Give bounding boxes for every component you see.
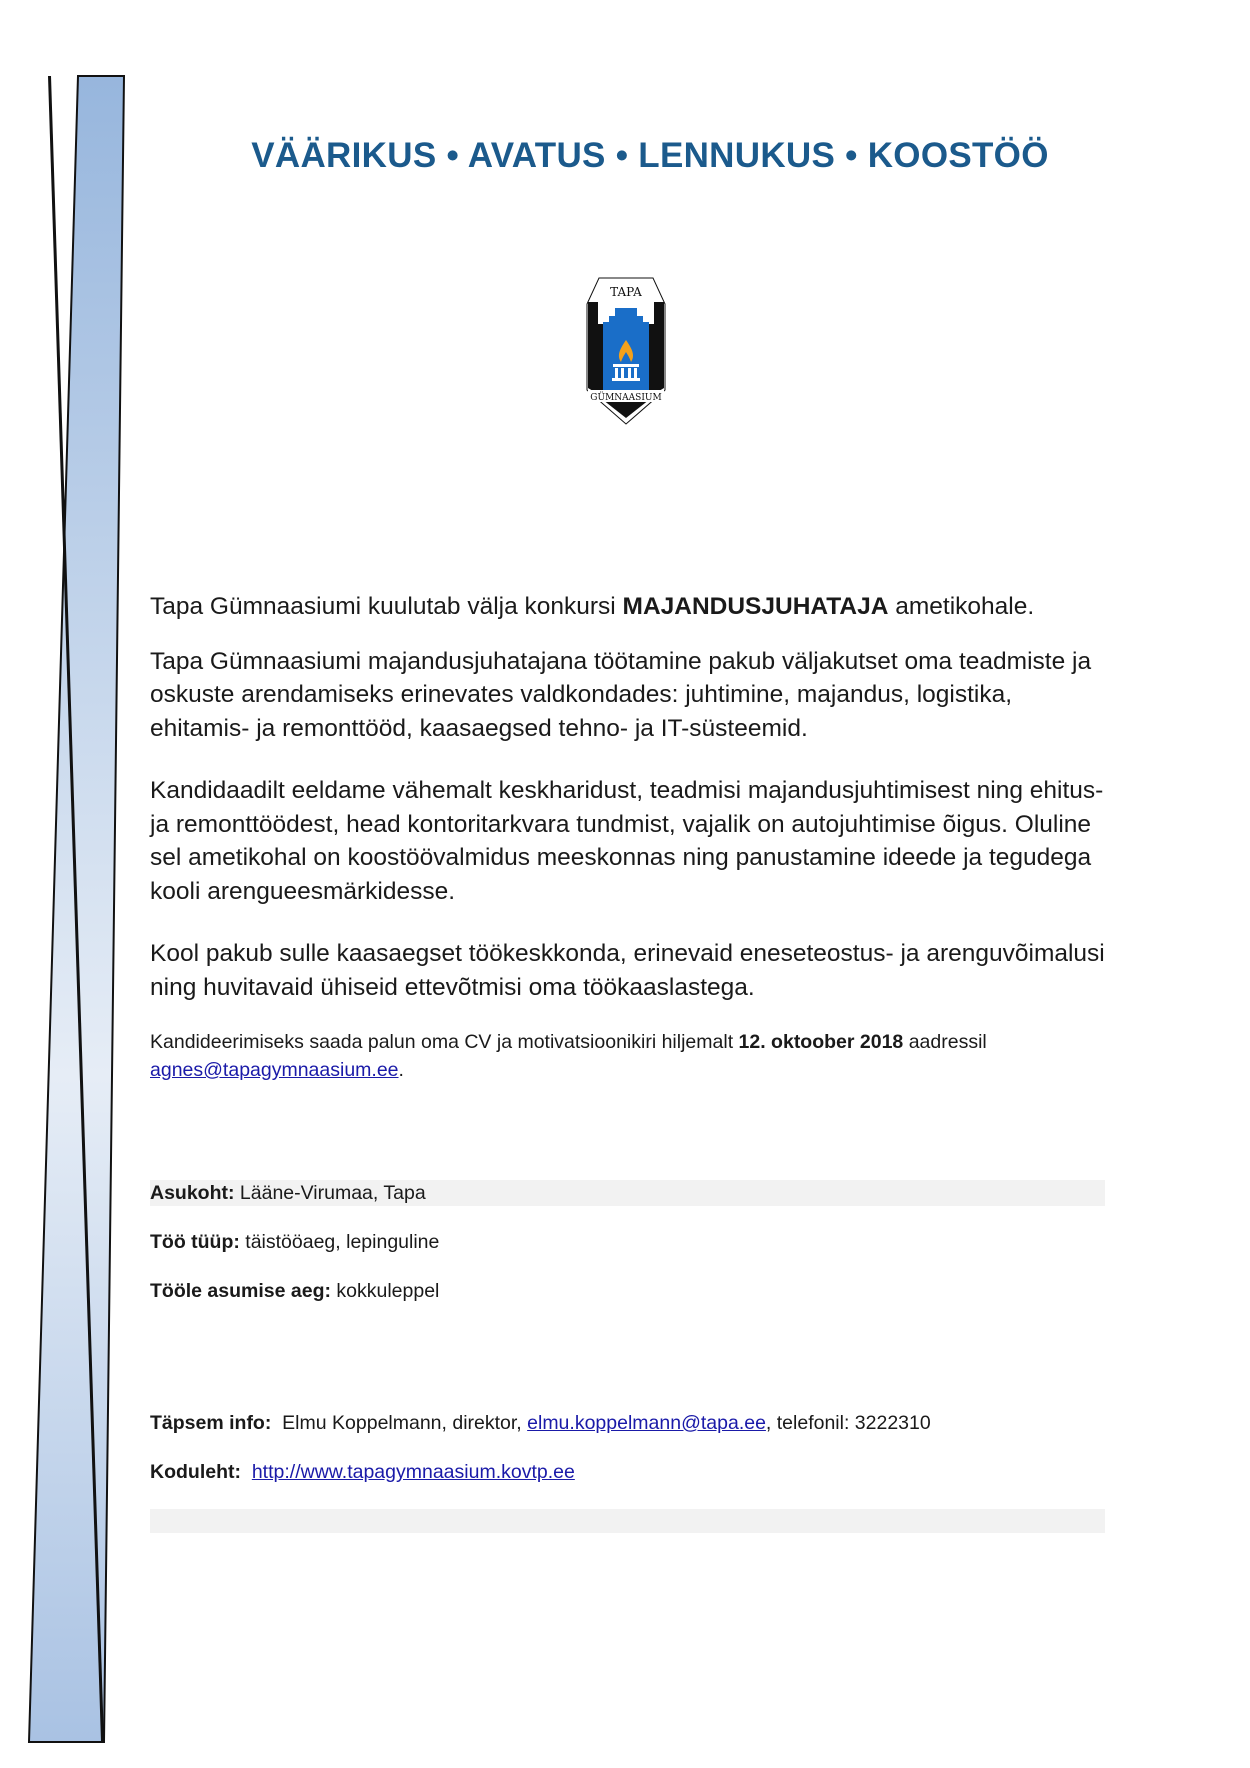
deadline: 12. oktoober 2018 bbox=[738, 1031, 904, 1053]
application-email-link[interactable]: agnes@tapagymnaasium.ee bbox=[150, 1059, 399, 1081]
job-details bbox=[150, 1180, 1105, 1327]
start-date-row: Tööle asumise aeg: kokkuleppel bbox=[150, 1280, 440, 1302]
website-link[interactable]: http://www.tapagymnaasium.kovtp.ee bbox=[251, 1461, 575, 1483]
application-instructions: Kandideerimiseks saada palun oma CV ja motivatsioonikiri hiljemalt 12. oktoober 2018 aadressil agnes@tapagymnaasium.ee. bbox=[150, 1031, 987, 1081]
job-type-row: Töö tüüp: täistööaeg, lepinguline bbox=[150, 1231, 440, 1253]
contact-info bbox=[150, 1410, 1105, 1508]
school-motto: VÄÄRIKUS • AVATUS • LENNUKUS • KOOSTÖÖ bbox=[251, 136, 1049, 175]
location-row: Asukoht: Lääne-Virumaa, Tapa bbox=[150, 1180, 1105, 1206]
logo-bottom-text: GÜMNAASIUM bbox=[590, 393, 662, 403]
logo-top-text: TAPA bbox=[610, 285, 642, 299]
decorative-side-bars bbox=[0, 0, 140, 1768]
position-title: MAJANDUSJUHATAJA bbox=[622, 593, 889, 620]
requirements: Kandidaadilt eeldame vähemalt keskharidust, teadmisi majandusjuhtimisest ning ehitus- ja remonttöödest, head kontoritarkvara tundmist, vajalik on autojuhtimise õigus. Oluline sel ametikohal on koostöövalmidus meeskonnas ning panustamine ideede ja tegudega kooli arengueesmärkidesse. bbox=[150, 777, 1104, 905]
job-ad-body bbox=[150, 590, 1110, 1084]
intro-paragraph: Tapa Gümnaasiumi kuulutab välja konkursi MAJANDUSJUHATAJA ametikohale. bbox=[150, 593, 1035, 620]
website-row: Koduleht: http://www.tapagymnaasium.kovtp.ee bbox=[150, 1461, 575, 1483]
contact-row: Täpsem info: Elmu Koppelmann, direktor, elmu.koppelmann@tapa.ee, telefonil: 3222310 bbox=[150, 1412, 931, 1434]
role-description: Tapa Gümnaasiumi majandusjuhatajana töötamine pakub väljakutset oma teadmiste ja oskuste arendamiseks erinevates valdkondades: juhtimine, majandus, logistika, ehitamis- ja remonttööd, kaasaegsed tehno- ja IT-süsteemid. bbox=[150, 647, 1092, 742]
shaded-divider bbox=[150, 1509, 1105, 1533]
tapa-gymnasium-logo bbox=[585, 272, 667, 427]
contact-email-link[interactable]: elmu.koppelmann@tapa.ee bbox=[527, 1412, 766, 1434]
offer: Kool pakub sulle kaasaegset töökeskkonda, erinevaid eneseteostus- ja arenguvõimalusi ning huvitavaid ühiseid ettevõtmisi oma töökaaslastega. bbox=[150, 940, 1105, 1001]
